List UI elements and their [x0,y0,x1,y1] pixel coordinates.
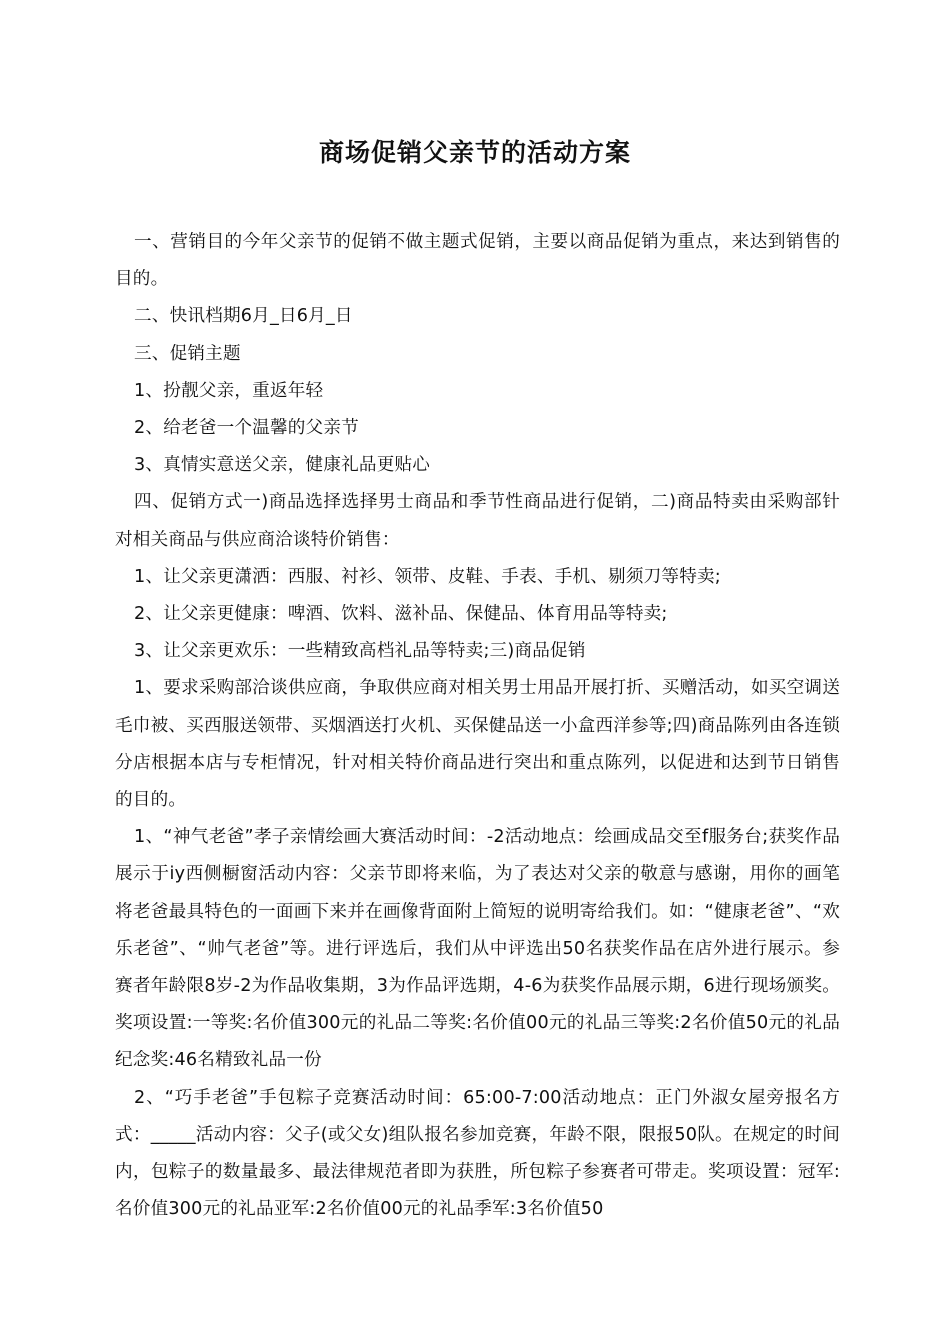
paragraph-sale-1: 1、让父亲更潇洒：西服、衬衫、领带、皮鞋、手表、手机、剔须刀等特卖; [134,566,721,587]
paragraph-purchasing: 1、要求采购部洽谈供应商，争取供应商对相关男士用品开展打折、买赠活动，如买空调送毛巾被、买西服送领带、买烟酒送打火机、买保健品送一小盒西洋参等;四)商品陈列由各连锁分店根据本店与专柜情况，针对相关特价商品进行突出和重点陈列，以促进和达到节日销售的目的。 [115,678,840,811]
paragraph-drawing-contest: 1、“神气老爸”孝子亲情绘画大赛活动时间：-2活动地点：绘画成品交至f服务台;获奖作品展示于iy西侧橱窗活动内容：父亲节即将来临，为了表达对父亲的敬意与感谢，用你的画笔将老爸最具特色的一面画下来并在画像背面附上简短的说明寄给我们。如：“健康老爸”、“欢乐老爸”、“帅气老爸”等。进行评选后，我们从中评选出50名获奖作品在店外进行展示。参赛者年龄限8岁-2为作品收集期，3为作品评选期，4-6为获奖作品展示期，6进行现场颁奖。奖项设置:一等奖:名价值300元的礼品二等奖:名价值00元的礼品三等奖:2名价值50元的礼品纪念奖:46名精致礼品一份 [115,827,840,1071]
paragraph-marketing-goal: 一、营销目的今年父亲节的促销不做主题式促销，主要以商品促销为重点，来达到销售的目的。 [115,232,840,290]
paragraph-theme-2: 2、给老爸一个温馨的父亲节 [134,418,359,439]
paragraph-theme-3: 3、真情实意送父亲，健康礼品更贴心 [134,455,431,476]
document-title: 商场促销父亲节的活动方案 [318,138,631,167]
document-body [115,224,840,1228]
paragraph-theme-1: 1、扮靓父亲，重返年轻 [134,380,324,401]
paragraph-sale-2: 2、让父亲更健康：啤酒、饮料、滋补品、保健品、体育用品等特卖; [134,604,668,625]
paragraph-theme-heading: 三、促销主题 [134,343,241,364]
paragraph-promotion-method: 四、促销方式一)商品选择选择男士商品和季节性商品进行促销，二)商品特卖由采购部针对相关商品与供应商洽谈特价销售： [115,492,840,550]
paragraph-sale-3: 3、让父亲更欢乐：一些精致高档礼品等特卖;三)商品促销 [134,641,586,662]
paragraph-zongzi-contest: 2、“巧手老爸”手包粽子竞赛活动时间：65:00-7:00活动地点：正门外淑女屋旁报名方式：_____活动内容：父子(或父女)组队报名参加竞赛，年龄不限，限报50队。在规定的时间内，包粽子的数量最多、最法律规范者即为获胜，所包粽子参赛者可带走。奖项设置：冠军:名价值300元的礼品亚军:2名价值00元的礼品季军:3名价值50 [115,1087,840,1220]
paragraph-schedule: 二、快讯档期6月_日6月_日 [134,306,353,327]
